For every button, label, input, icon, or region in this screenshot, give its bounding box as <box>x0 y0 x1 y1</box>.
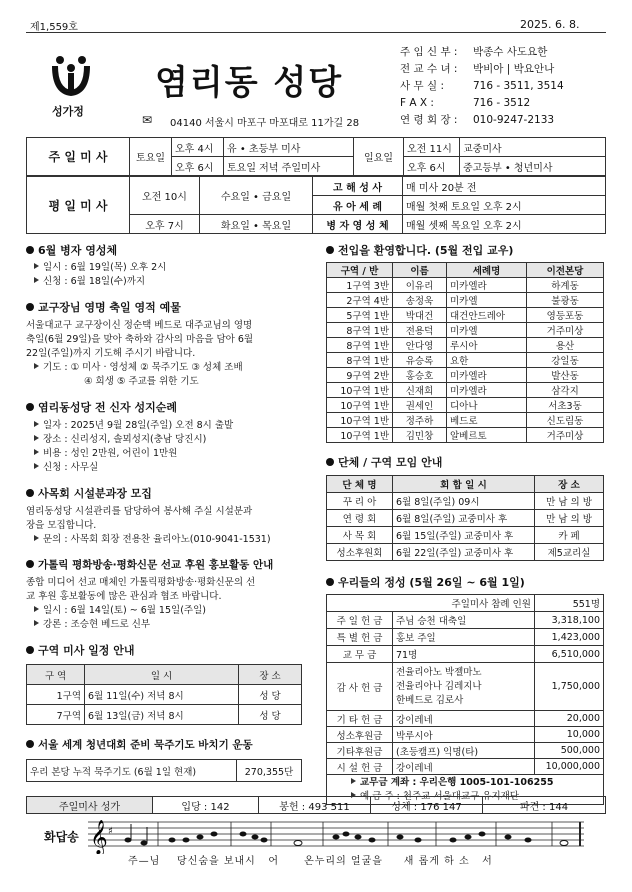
depositor-info: 예 금 주 : 천주교 서울대교구 유지재단 <box>351 790 600 804</box>
table-row: 연 령 회 6월 8일(주일) 교중미사 후 만 남 의 방 <box>327 510 604 527</box>
list-item: 기도 : ① 미사 · 영성체 ② 묵주기도 ③ 성체 조배 <box>34 361 316 375</box>
extra-label: 유 아 세 례 <box>313 196 403 215</box>
music-staff <box>88 814 588 854</box>
paragraph-line: 22일(주일)까지 기도해 주시기 바랍니다. <box>26 348 196 359</box>
logo-caption: 성가정 <box>52 105 84 118</box>
table-row: 기 타 헌 금 강이레네 20,000 <box>327 711 604 727</box>
mass-time: 오전 11시 <box>404 138 460 157</box>
mass-desc: 중고등부 • 청년미사 <box>460 157 606 176</box>
table-row: 8구역 1반 전용덕 미카엘 거주미상 <box>327 323 604 338</box>
column-header: 구 역 <box>27 665 85 685</box>
staff-row: 연 령 회 장 : 010-9247-2133 <box>400 114 555 126</box>
list-item: 강론 : 조승현 베드로 신부 <box>34 618 316 632</box>
table-row: 8구역 1반 안다영 루시아 용산 <box>327 338 604 353</box>
church-address: 04140 서울시 마포구 마포대로 11가길 28 <box>170 118 360 129</box>
church-logo <box>48 54 94 98</box>
table-row: 10구역 1반 신재희 미카엘라 삼각지 <box>327 383 604 398</box>
mass-desc: 유 • 초등부 미사 <box>224 138 354 157</box>
offering-table <box>326 594 604 805</box>
list-item: 일시 : 6월 19일(목) 오후 2시 <box>34 261 316 275</box>
extra-value: 매월 첫째 토요일 오후 2시 <box>403 196 606 215</box>
sunday-label: 일요일 <box>354 138 404 176</box>
table-row: 1구역 6월 11일(수) 저녁 8시 성 당 <box>27 685 302 705</box>
district-mass-table <box>26 664 302 725</box>
section-title: 사목회 시설분과장 모집 <box>26 485 316 501</box>
hymn-communion: 성체 : 176 147 <box>371 797 483 814</box>
sunday-mass-title: 주 일 미 사 <box>27 138 130 176</box>
section-title: 우리들의 정성 (5월 26일 ~ 6월 1일) <box>326 574 606 590</box>
staff-row: F A X : 716 - 3512 <box>400 97 531 109</box>
mass-time: 오후 7시 <box>130 215 200 234</box>
treble-clef-icon: 𝄞 <box>90 820 108 854</box>
column-header: 일 시 <box>85 665 239 685</box>
extra-label: 고 해 성 사 <box>313 177 403 196</box>
weekday-mass-title: 평 일 미 사 <box>27 177 130 234</box>
paragraph-line: 교 후원 홍보활동에 많은 관심과 협조 바랍니다. <box>26 591 222 602</box>
account-info: 교무금 계좌 : 우리은행 1005-101-106255 <box>351 776 600 790</box>
transfer-table: 구역 / 반 이름 세례명 이전본당 1구역 3반 이유리 미카엘라 하계동 2구역 4반 송정욱 미카엘 불광동 5구역 1반 박대건 대건안드레아 영등포동 8구역 1반 전용덕 미카엘 거주미상 8구역 1반 안다영 루시아 용산 8구역 1반 유승록 요한 강일동 9구역 2반 홍승호 미카엘라 발산동 10구역 1반 신재희 미카엘라 삼각지 10구역 1반 권세인 디아나 서초3동 10구역 1반 정주하 베드로 신도림동 10구역 1반 김민창 알베르토 거주미상 <box>326 262 604 443</box>
section-title: 가톨릭 평화방송·평화신문 선교 후원 홍보활동 안내 <box>26 557 316 572</box>
mail-icon: ✉ <box>142 113 153 127</box>
left-column <box>26 242 316 782</box>
list-item: 일시 : 6월 14일(토) ~ 6월 15일(주일) <box>34 604 316 618</box>
table-row: 특 별 헌 금 홍보 주일 1,423,000 <box>327 629 604 646</box>
section-title: 교구장님 영명 축일 영적 예물 <box>26 299 316 315</box>
table-row: 8구역 1반 유승록 요한 강일동 <box>327 353 604 368</box>
table-row: 꾸 리 아 6월 8일(주일) 09시 만 남 의 방 <box>327 493 604 510</box>
table-row: 10구역 1반 권세인 디아나 서초3동 <box>327 398 604 413</box>
list-item: 장소 : 신리성지, 솔뫼성지(충남 당진시) <box>34 433 316 447</box>
church-name: 염리동 성당 <box>155 63 344 103</box>
weekday-mass-table <box>26 176 606 234</box>
group-meeting-table: 단 체 명 회 합 일 시 장 소 꾸 리 아 6월 8일(주일) 09시 만 남 의 방 연 령 회 6월 8일(주일) 교중미사 후 만 남 의 방 사 목 회 6월 15일(주일) 교중미사 후 카 페 성소후원회 6월 22일(주일) 교중미사 후 제5교리실 <box>326 475 604 561</box>
response-label: 화답송 <box>44 830 79 844</box>
list-item: 비용 : 성인 2만원, 어린이 1만원 <box>34 447 316 461</box>
section-title: 서울 세계 청년대회 준비 묵주기도 바치기 운동 <box>26 737 316 752</box>
sunday-mass-table <box>26 137 606 176</box>
key-signature-icon: ♯ <box>108 826 113 837</box>
table-row: 감 사 헌 금 전율리아노 박젤마노 전율리아나 김레지나 한베드로 김로사 1,750,000 <box>327 663 604 711</box>
table-row: 주 일 헌 금 주님 승천 대축일 3,318,100 <box>327 612 604 629</box>
holy-family-logo-icon <box>48 54 94 98</box>
section-title: 구역 미사 일정 안내 <box>26 642 316 658</box>
paragraph-line: 종합 미디어 선교 매체인 가톨릭평화방송·평화신문의 선 <box>26 577 256 588</box>
table-row: 기타후원금 (초등캠프) 익명(타) 500,000 <box>327 743 604 759</box>
staff-row: 사 무 실 : 716 - 3511, 3514 <box>400 80 564 92</box>
music-notes <box>125 824 569 846</box>
right-column <box>326 242 606 805</box>
table-row: 사 목 회 6월 15일(주일) 교중미사 후 카 페 <box>327 527 604 544</box>
paragraph-line: 축일(6월 29일)을 맞아 축하와 감사의 마음을 담아 6월 <box>26 334 254 345</box>
table-row: 성소후원금 박루시아 10,000 <box>327 727 604 743</box>
table-row: 10구역 1반 김민창 알베르토 거주미상 <box>327 428 604 443</box>
extra-value: 매월 셋째 목요일 오후 2시 <box>403 215 606 234</box>
mass-time: 오전 10시 <box>130 177 200 215</box>
section-title: 단체 / 구역 모임 안내 <box>326 454 606 470</box>
table-row: 성소후원회 6월 22일(주일) 교중미사 후 제5교리실 <box>327 544 604 561</box>
section-title: 6월 병자 영성체 <box>26 242 316 258</box>
mass-desc: 토요일 저녁 주일미사 <box>224 157 354 176</box>
extra-value: 매 미사 20분 전 <box>403 177 606 196</box>
extra-label: 병 자 영 성 체 <box>313 215 403 234</box>
list-item: ④ 희생 ⑤ 주교를 위한 기도 <box>84 376 199 387</box>
attendance-value: 551명 <box>535 595 604 612</box>
hymn-title: 주일미사 성가 <box>27 797 153 814</box>
paragraph-line: 장을 모집합니다. <box>26 520 97 531</box>
issue-number: 제1,559호 <box>30 22 78 33</box>
staff-list <box>400 44 564 129</box>
hymn-table <box>26 796 606 814</box>
attendance-label: 주일미사 참례 인원 <box>327 595 535 612</box>
hymn-entrance: 입당 : 142 <box>153 797 259 814</box>
table-row: 7구역 6월 13일(금) 저녁 8시 성 당 <box>27 705 302 725</box>
section-title: 염리동성당 전 신자 성지순례 <box>26 399 316 415</box>
mass-time: 오후 6시 <box>404 157 460 176</box>
rosary-value: 270,355단 <box>237 760 302 782</box>
saturday-label: 토요일 <box>130 138 172 176</box>
hymn-offertory: 봉헌 : 493 511 <box>259 797 371 814</box>
staff-row: 전 교 수 녀 : 박비아 | 박요안나 <box>400 63 555 75</box>
mass-desc: 교중미사 <box>460 138 606 157</box>
column-header: 장 소 <box>239 665 302 685</box>
rosary-count-table <box>26 759 302 782</box>
mass-time: 오후 6시 <box>172 157 224 176</box>
mass-days: 화요일 • 목요일 <box>200 215 313 234</box>
issue-date: 2025. 6. 8. <box>520 18 580 31</box>
paragraph-line: 서울대교구 교구장이신 정순택 베드로 대주교님의 영명 <box>26 320 253 331</box>
table-row: 10구역 1반 정주하 베드로 신도림동 <box>327 413 604 428</box>
psalm-lyrics: 주—님 당신숨을 보내시 어 온누리의 얼굴을 새 롭게 하 소 서 <box>128 856 493 867</box>
table-row: 1구역 3반 이유리 미카엘라 하계동 <box>327 278 604 293</box>
mass-days: 수요일 • 금요일 <box>200 177 313 215</box>
list-item: 신청 : 사무실 <box>34 461 316 475</box>
table-row: 2구역 4반 송정욱 미카엘 불광동 <box>327 293 604 308</box>
staff-row: 주 임 신 부 : 박종수 사도요한 <box>400 46 548 58</box>
section-title: 전입을 환영합니다. (5월 전입 교우) <box>326 242 606 258</box>
hymn-recessional: 파견 : 144 <box>483 797 606 814</box>
list-item: 문의 : 사목회 회장 전용찬 율리아노(010-9041-1531) <box>34 533 316 547</box>
mass-time: 오후 4시 <box>172 138 224 157</box>
table-row: 시 설 헌 금 강이레네 10,000,000 <box>327 759 604 775</box>
rosary-label: 우리 본당 누적 묵주기도 (6월 1일 현재) <box>27 760 237 782</box>
table-row: 교 무 금 71명 6,510,000 <box>327 646 604 663</box>
list-item: 신청 : 6월 18일(수)까지 <box>34 275 316 289</box>
table-row: 5구역 1반 박대건 대건안드레아 영등포동 <box>327 308 604 323</box>
list-item: 일자 : 2025년 9월 28일(주일) 오전 8시 출발 <box>34 419 316 433</box>
table-row: 9구역 2반 홍승호 미카엘라 발산동 <box>327 368 604 383</box>
paragraph-line: 염리동성당 시설관리를 담당하여 봉사해 주실 시설분과 <box>26 506 253 517</box>
